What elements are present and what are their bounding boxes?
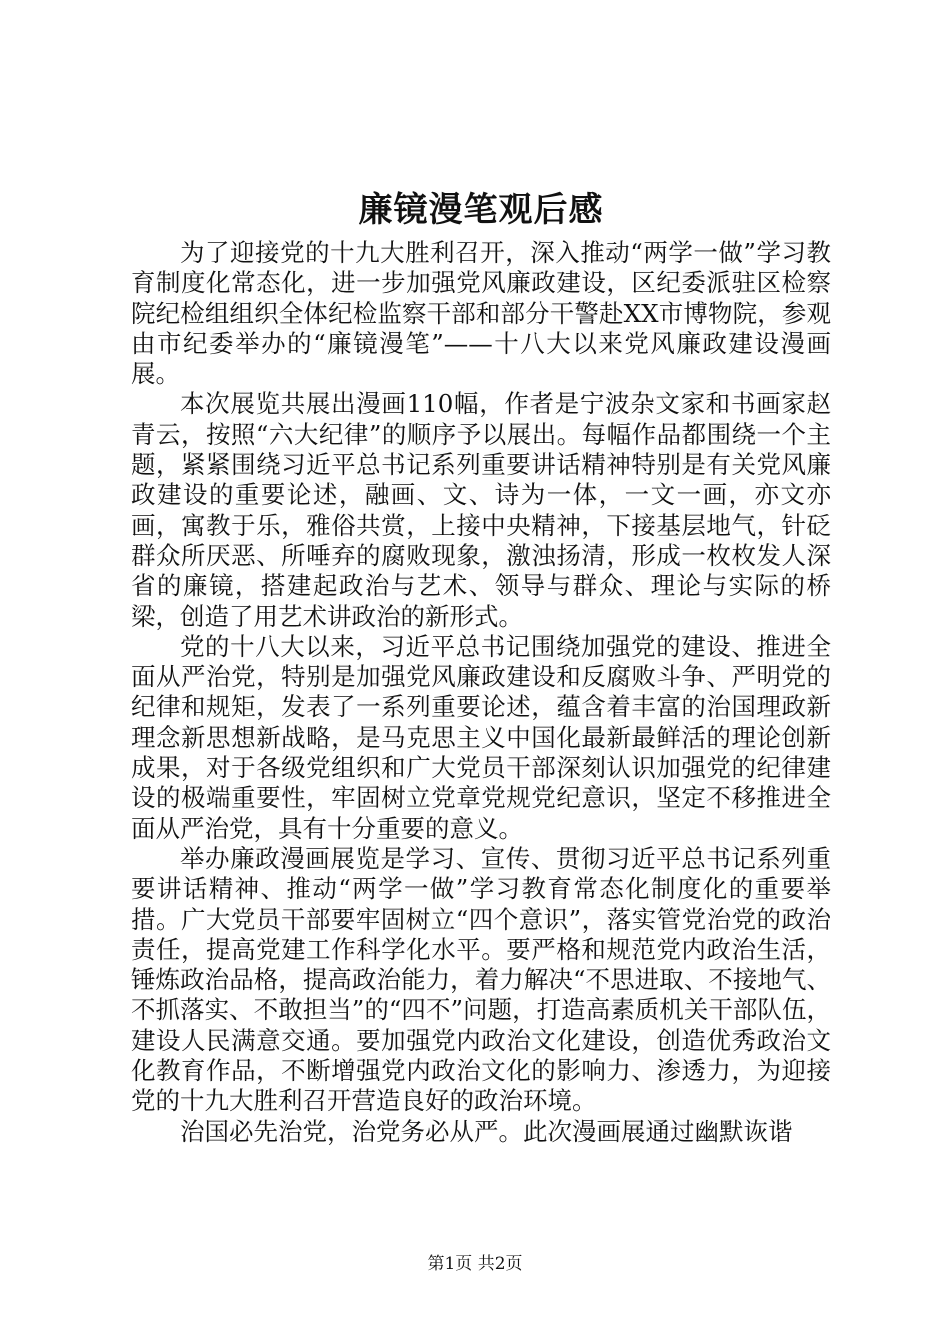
paragraph-2: 本次展览共展出漫画110幅，作者是宁波杂文家和书画家赵青云，按照“六大纪律”的顺序予以展出。每幅作品都围绕一个主题，紧紧围绕习近平总书记系列重要讲话精神特别是有关党风廉政建设的重要论述，融画、文、诗为一体，一文一画，亦文亦画，寓教于乐，雅俗共赏，上接中央精神，下接基层地气，针砭群众所厌恶、所唾弃的腐败现象，激浊扬清，形成一枚枚发人深省的廉镜，搭建起政治与艺术、领导与群众、理论与实际的桥梁，创造了用艺术讲政治的新形式。 [131,389,831,631]
paragraph-3: 党的十八大以来，习近平总书记围绕加强党的建设、推进全面从严治党，特别是加强党风廉政建设和反腐败斗争、严明党的纪律和规矩，发表了一系列重要论述，蕴含着丰富的治国理政新理念新思想新战略，是马克思主义中国化最新最鲜活的理论创新成果，对于各级党组织和广大党员干部深刻认识加强党的纪律建设的极端重要性，牢固树立党章党规党纪意识，坚定不移推进全面从严治党，具有十分重要的意义。 [131,631,831,843]
paragraph-4: 举办廉政漫画展览是学习、宣传、贯彻习近平总书记系列重要讲话精神、推动“两学一做”学习教育常态化制度化的重要举措。广大党员干部要牢固树立“四个意识”，落实管党治党的政治责任，提高党建工作科学化水平。要严格和规范党内政治生活，锤炼政治品格，提高政治能力，着力解决“不思进取、不接地气、不抓落实、不敢担当”的“四不”问题，打造高素质机关干部队伍，建设人民满意交通。要加强党内政治文化建设，创造优秀政治文化教育作品，不断增强党内政治文化的影响力、渗透力，为迎接党的十九大胜利召开营造良好的政治环境。 [131,843,831,1116]
document-page [131,182,831,1147]
paragraph-5: 治国必先治党，治党务必从严。此次漫画展通过幽默诙谐 [180,1116,793,1146]
page-footer: 第1页 共2页 [427,1254,523,1274]
paragraph-1: 为了迎接党的十九大胜利召开，深入推动“两学一做”学习教育制度化常态化，进一步加强党风廉政建设，区纪委派驻区检察院纪检组组织全体纪检监察干部和部分干警赴XX市博物院，参观由市纪委举办的“廉镜漫笔”——十八大以来党风廉政建设漫画展。 [131,238,831,389]
document-title: 廉镜漫笔观后感 [358,190,604,230]
